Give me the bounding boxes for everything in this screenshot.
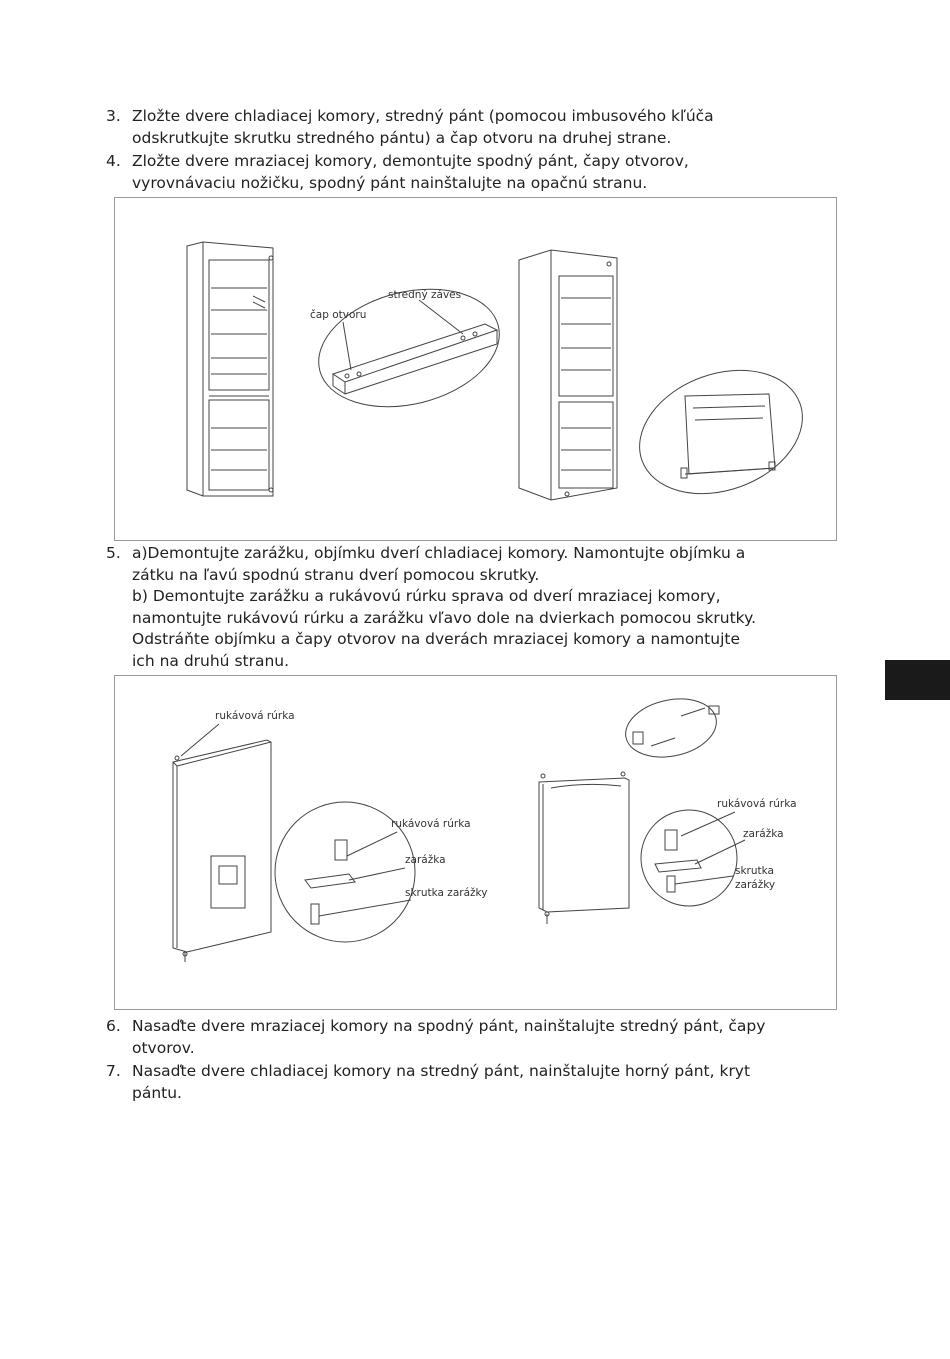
step-text-line: Zložte dvere mraziacej komory, demontujte spodný pánt, čapy otvorov,	[132, 152, 689, 170]
label-stopper-left: zarážka	[405, 854, 446, 866]
label-screw-left: skrutka zarážky	[405, 887, 488, 899]
step-text-line: Zložte dvere chladiacej komory, stredný pánt (pomocou imbusového kľúča	[132, 107, 714, 125]
step-text-line: otvorov.	[132, 1038, 195, 1057]
step-number: 4.	[106, 152, 121, 170]
fridge-open-illustration	[187, 242, 273, 496]
bottom-hinge-detail-ellipse	[622, 349, 820, 515]
section-tab	[885, 660, 950, 700]
label-door-pin: čap otvoru	[310, 309, 367, 321]
figure-2-illustration	[115, 676, 838, 1011]
figure-1-illustration	[115, 198, 838, 542]
label-sleeve-left: rukávová rúrka	[215, 710, 295, 722]
fridge-door-left-illustration	[173, 740, 271, 962]
step-number: 3.	[106, 107, 121, 125]
instruction-step-7	[106, 1061, 846, 1104]
label-sleeve-right: rukávová rúrka	[717, 798, 797, 810]
instruction-step-6	[106, 1016, 846, 1059]
instruction-step-3	[106, 106, 846, 149]
step-number: 6.	[106, 1017, 121, 1035]
step-text-line: namontujte rukávovú rúrku a zarážku vľavo dole na dvierkach pomocou skrutky.	[132, 608, 756, 627]
step-text-line: zátku na ľavú spodnú stranu dverí pomocou skrutky.	[132, 565, 540, 584]
fridge-doors-removed-illustration	[519, 250, 617, 500]
label-sleeve-detail: rukávová rúrka	[391, 818, 471, 830]
step-text-line: ich na druhú stranu.	[132, 651, 290, 670]
step-number: 5.	[106, 544, 121, 562]
step-text-line: a)Demontujte zarážku, objímku dverí chladiacej komory. Namontujte objímku a	[132, 544, 746, 562]
step-text-line: Nasaďte dvere chladiacej komory na stredný pánt, nainštalujte horný pánt, kryt	[132, 1062, 751, 1080]
figure-stopper-sleeve	[114, 675, 837, 1010]
step-number: 7.	[106, 1062, 121, 1080]
step-text-line: Nasaďte dvere mraziacej komory na spodný pánt, nainštalujte stredný pánt, čapy	[132, 1017, 766, 1035]
instruction-step-4	[106, 151, 846, 194]
step-text-line: odskrutkujte skrutku stredného pántu) a čap otvoru na druhej strane.	[132, 128, 672, 147]
figure-door-removal	[114, 197, 837, 541]
label-stopper-right: zarážka	[743, 828, 784, 840]
arrow-detail-ellipse	[620, 691, 722, 765]
step-text-line: pántu.	[132, 1083, 182, 1102]
freezer-door-right-illustration	[539, 772, 629, 924]
step-text-line: b) Demontujte zarážku a rukávovú rúrku sprava od dverí mraziacej komory,	[132, 587, 721, 605]
step-text-line: Odstráňte objímku a čapy otvorov na dverách mraziacej komory a namontujte	[132, 630, 741, 648]
label-middle-hinge: stredný záves	[388, 289, 462, 301]
step-text-line: vyrovnávaciu nožičku, spodný pánt nainštalujte na opačnú stranu.	[132, 173, 648, 192]
label-screw-right-1: skrutka	[735, 865, 774, 877]
label-screw-right-2: zarážky	[735, 879, 776, 891]
instruction-step-5	[106, 543, 846, 672]
right-detail-circle	[641, 810, 737, 906]
